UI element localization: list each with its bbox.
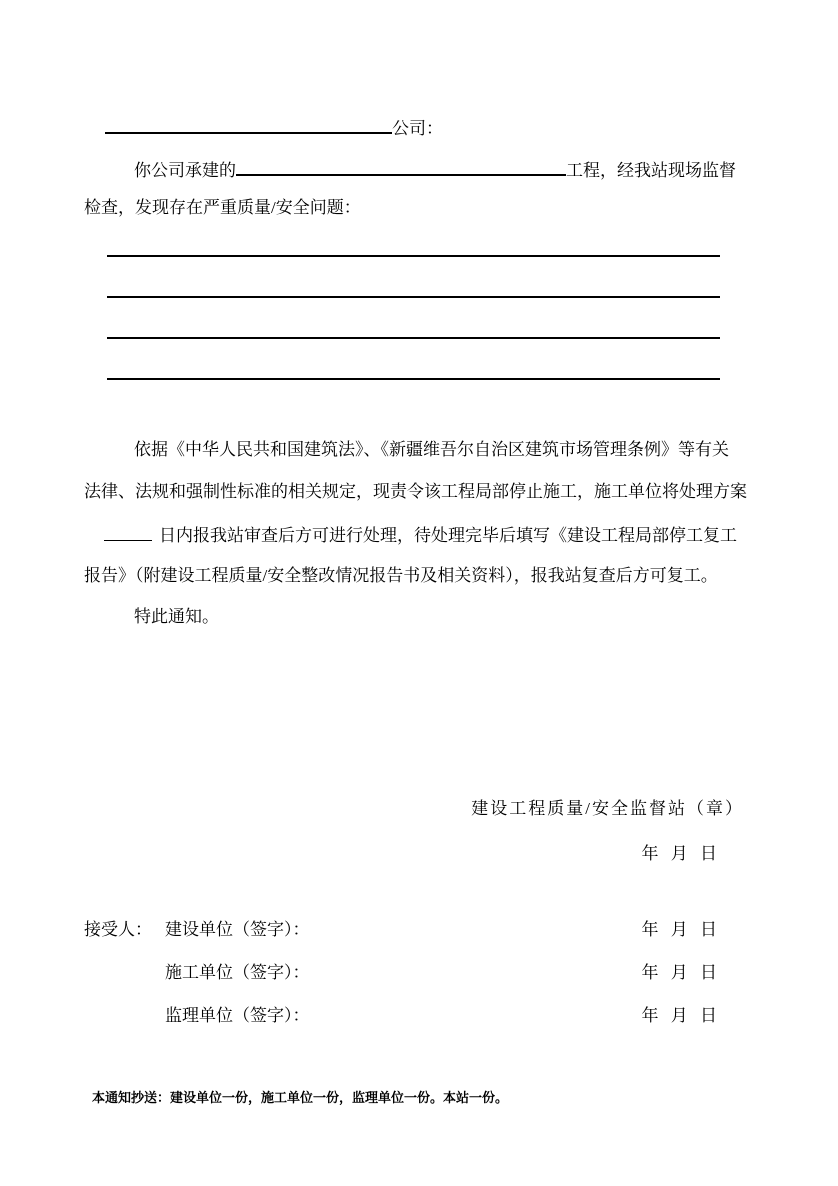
company-suffix-label: 公司： — [392, 119, 443, 138]
station-date-line — [84, 844, 744, 864]
problem-blank-line-4[interactable] — [107, 378, 720, 380]
body-line-2-label: 法律、法规和强制性标准的相关规定，现责令该工程局部停止施工，施工单位将处理方案 — [84, 482, 747, 501]
body-line-2 — [84, 482, 747, 502]
problem-blank-line-1[interactable] — [107, 255, 720, 257]
body-line-1 — [134, 440, 729, 460]
station-date-label: 年 月 日 — [641, 844, 717, 863]
body-line-4 — [84, 566, 718, 586]
intro-after-blank-label: 工程，经我站现场监督 — [566, 161, 736, 180]
receiver-row-construction-owner — [84, 920, 744, 940]
salutation-line — [105, 114, 443, 139]
problem-blank-line-2[interactable] — [107, 296, 720, 298]
company-name-blank-field[interactable] — [105, 114, 392, 134]
body-line-3 — [84, 524, 737, 546]
closing-note-label: 特此通知。 — [134, 607, 219, 626]
receiver-date-label: 年 月 日 — [641, 963, 717, 982]
station-signature-label: 建设工程质量/安全监督站（章） — [471, 799, 744, 818]
body-line-4-label: 报告》（附建设工程质量/安全整改情况报告书及相关资料），报我站复查后方可复工。 — [84, 566, 718, 585]
receiver-date-label: 年 月 日 — [641, 920, 717, 939]
problem-blank-line-3[interactable] — [107, 337, 720, 339]
receiver-unit-label: 施工单位（签字）： — [165, 963, 310, 982]
days-blank-field[interactable] — [104, 524, 152, 541]
intro-line-2 — [84, 198, 361, 218]
receiver-unit-label: 建设单位（签字）： — [165, 920, 310, 939]
receiver-unit-label: 监理单位（签字）： — [165, 1006, 310, 1025]
receiver-prefix-label: 接受人： — [84, 920, 152, 939]
intro-line-1 — [134, 156, 736, 181]
station-signature-line — [84, 799, 744, 819]
cc-note — [92, 1088, 508, 1108]
project-name-blank-field[interactable] — [236, 156, 566, 176]
body-line-1-label: 依据《中华人民共和国建筑法》、《新疆维吾尔自治区建筑市场管理条例》等有关 — [134, 440, 729, 459]
cc-note-label: 本通知抄送：建设单位一份，施工单位一份，监理单位一份。本站一份。 — [92, 1090, 509, 1105]
intro-line-2-label: 检查，发现存在严重质量/安全问题： — [84, 198, 361, 217]
receiver-date-label: 年 月 日 — [641, 1006, 717, 1025]
intro-prefix-label: 你公司承建的 — [134, 161, 236, 180]
receiver-row-contractor — [84, 963, 744, 983]
body-line-3-label: 日内报我站审查后方可进行处理，待处理完毕后填写《建设工程局部停工复工 — [159, 526, 737, 545]
receiver-row-supervisor — [84, 1006, 744, 1026]
closing-note — [134, 607, 219, 627]
